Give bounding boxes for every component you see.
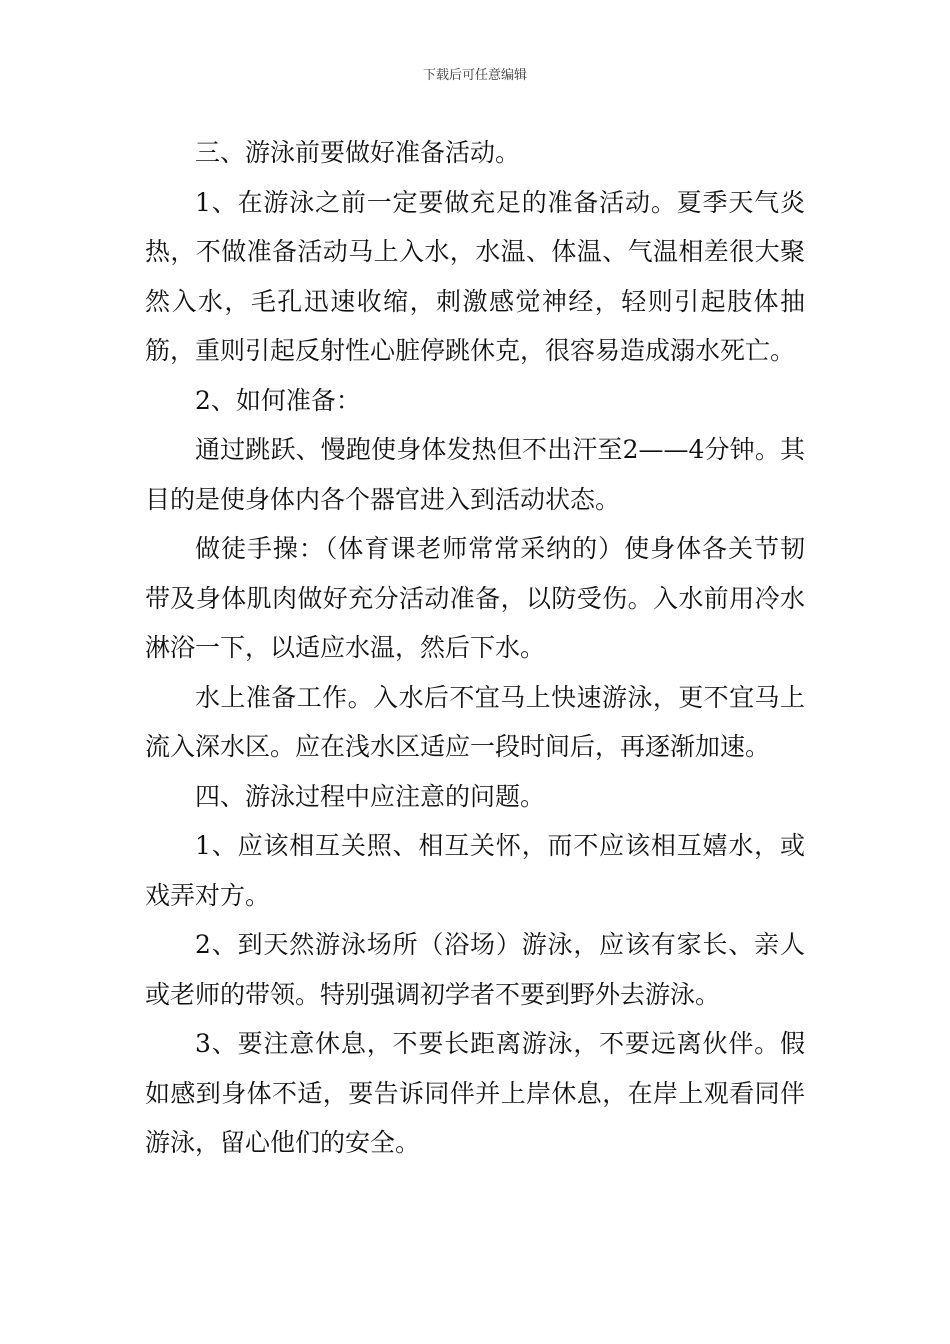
page-header-note: 下载后可任意编辑 [422,68,527,83]
paragraph-rest: 3、要注意休息，不要长距离游泳，不要远离伙伴。假如感到身体不适，要告诉同伴并上岸休息，在岸上观看同伴游泳，留心他们的安全。 [145,1029,805,1157]
paragraph-warmup-importance: 1、在游泳之前一定要做充足的准备活动。夏季天气炎热，不做准备活动马上入水，水温、体温、气温相差很大聚然入水，毛孔迅速收缩，刺激感觉神经，轻则引起肢体抽筋，重则引起反射性心脏停跳休克，很容易造成溺水死亡。 [145,187,805,365]
paragraph-care-for-each-other: 1、应该相互关照、相互关怀，而不应该相互嬉水，或戏弄对方。 [145,831,805,910]
subheading-how-to-prepare: 2、如何准备： [195,385,361,415]
section-heading-3: 三、游泳前要做好准备活动。 [195,138,521,167]
section-heading-4: 四、游泳过程中应注意的问题。 [195,781,546,811]
paragraph-supervision: 2、到天然游泳场所（浴场）游泳，应该有家长、亲人或老师的带领。特别强调初学者不要到野外去游泳。 [145,930,805,1009]
document-body [145,128,805,1168]
paragraph-jogging: 通过跳跃、慢跑使身体发热但不出汗至2——4分钟。其目的是使身体内各个器官进入到活动状态。 [145,435,805,514]
paragraph-water-preparation: 水上准备工作。入水后不宜马上快速游泳，更不宜马上流入深水区。应在浅水区适应一段时间后，再逐渐加速。 [145,682,805,761]
paragraph-calisthenics: 做徒手操：（体育课老师常常采纳的）使身体各关节韧带及身体肌肉做好充分活动准备，以防受伤。入水前用冷水淋浴一下，以适应水温，然后下水。 [145,534,805,662]
